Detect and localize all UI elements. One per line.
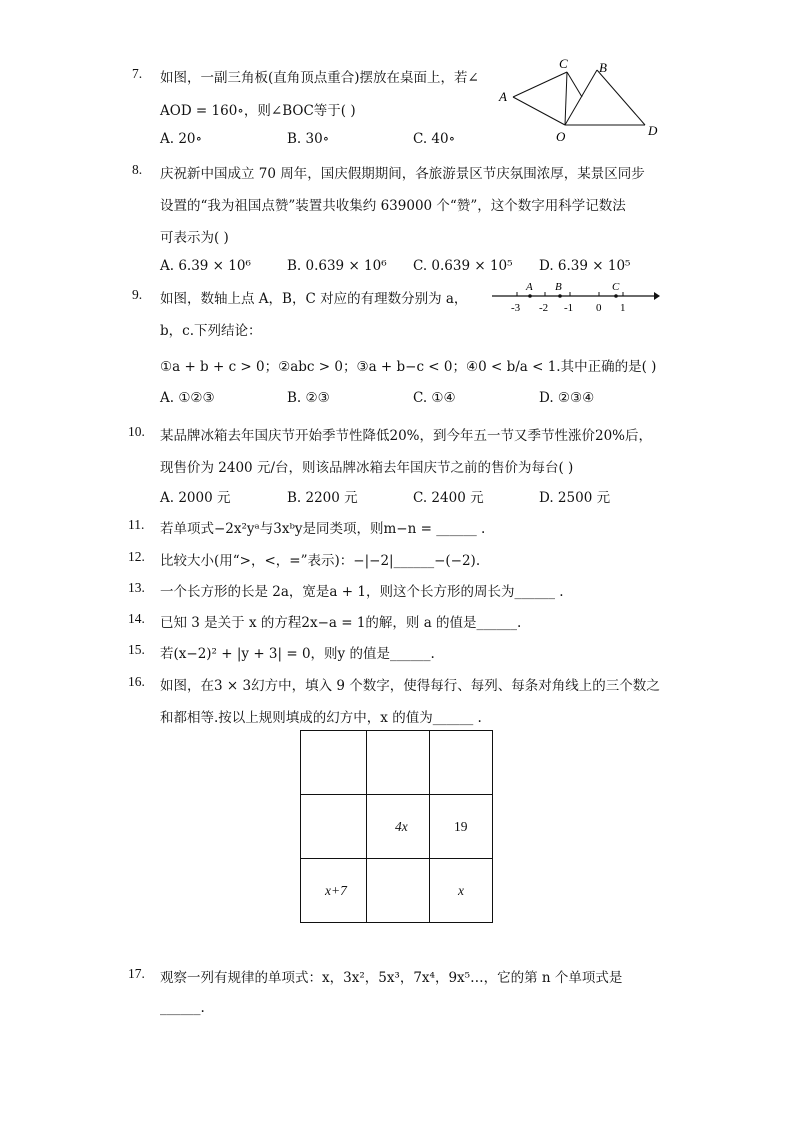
option-b[interactable]: B. 30∘	[287, 131, 330, 147]
tick-label: -2	[539, 302, 549, 314]
magic-cell	[301, 731, 367, 795]
question-text: 现售价为 2400 元/台，则该品牌冰箱去年国庆节之前的售价为每台( )	[160, 460, 574, 476]
magic-row	[301, 859, 493, 923]
question-number: 8.	[132, 162, 143, 177]
question-number: 14.	[128, 611, 145, 626]
tick-label: 1	[620, 302, 626, 314]
question-number: 10.	[128, 424, 145, 439]
question-number: 11.	[128, 517, 145, 532]
question-text: 一个长方形的长是 2a，宽是a + 1，则这个长方形的周长为______ .	[160, 584, 564, 600]
question-text: 某品牌冰箱去年国庆节开始季节性降低20%，到今年五一节又季节性涨价20%后，	[160, 428, 653, 444]
label-o: O	[556, 129, 566, 144]
question-text: 若(x−2)² + |y + 3| = 0，则y 的值是______.	[160, 646, 435, 662]
magic-cell: 19	[430, 795, 493, 859]
question-text: 若单项式−2x²yᵃ与3xᵇy是同类项，则m−n = ______ .	[160, 521, 486, 537]
magic-cell: x	[430, 859, 493, 923]
magic-cell	[367, 859, 430, 923]
magic-square	[300, 730, 493, 923]
option-b[interactable]: B. ②③	[287, 390, 330, 406]
question-text: 庆祝新中国成立 70 周年，国庆假期期间，各旅游景区节庆氛围浓厚，某景区同步	[160, 166, 645, 182]
question-text: 如图，在3 × 3幻方中，填入 9 个数字，使得每行、每列、每条对角线上的三个数之	[160, 678, 660, 694]
option-c[interactable]: C. ①④	[413, 390, 456, 406]
option-a[interactable]: A. ①②③	[160, 390, 215, 406]
tick-label: -3	[511, 302, 521, 314]
triangle-figure	[495, 55, 665, 145]
magic-cell: 4x	[367, 795, 430, 859]
question-text: 可表示为( )	[160, 230, 229, 246]
question-text: 已知 3 是关于 x 的方程2x−a = 1的解，则 a 的值是______.	[160, 615, 522, 631]
question-text: b，c.下列结论：	[160, 323, 262, 339]
magic-cell	[301, 795, 367, 859]
point-b	[558, 294, 562, 298]
point-label-a: A	[526, 281, 533, 293]
option-c[interactable]: C. 40∘	[413, 131, 456, 147]
question-text: AOD = 160∘，则∠BOC等于( )	[160, 103, 356, 119]
number-line	[488, 280, 663, 316]
point-label-b: B	[555, 281, 562, 293]
option-a[interactable]: A. 6.39 × 10⁶	[160, 258, 251, 274]
magic-cell	[430, 731, 493, 795]
tick-label: -1	[564, 302, 574, 314]
question-number: 17.	[128, 966, 145, 981]
option-b[interactable]: B. 0.639 × 10⁶	[287, 258, 387, 274]
question-text: 如图，数轴上点 A，B，C 对应的有理数分别为 a，	[160, 291, 468, 307]
label-a: A	[499, 89, 507, 104]
point-a	[528, 294, 532, 298]
label-d: D	[648, 123, 658, 138]
question-number: 16.	[128, 674, 145, 689]
label-c: C	[559, 56, 568, 71]
question-text: 设置的“我为祖国点赞”装置共收集约 639000 个“赞”，这个数字用科学记数法	[160, 198, 626, 214]
magic-cell: x+7	[301, 859, 367, 923]
option-a[interactable]: A. 2000 元	[160, 490, 231, 506]
question-text: 和都相等.按以上规则填成的幻方中，x 的值为______ .	[160, 710, 482, 726]
question-text: ①a + b + c > 0；②abc > 0；③a + b−c < 0；④0 < b/a < 1.其中正确的是( )	[160, 359, 657, 375]
option-c[interactable]: C. 2400 元	[413, 490, 484, 506]
option-a[interactable]: A. 20∘	[160, 131, 203, 147]
label-b: B	[599, 60, 607, 75]
tick-label: 0	[596, 302, 602, 314]
option-d[interactable]: D. 6.39 × 10⁵	[539, 258, 631, 274]
option-c[interactable]: C. 0.639 × 10⁵	[413, 258, 513, 274]
magic-row	[301, 795, 493, 859]
question-text: 如图，一副三角板(直角顶点重合)摆放在桌面上，若∠	[160, 70, 479, 86]
option-b[interactable]: B. 2200 元	[287, 490, 358, 506]
option-d[interactable]: D. ②③④	[539, 390, 595, 406]
question-number: 15.	[128, 642, 145, 657]
question-number: 12.	[128, 549, 145, 564]
magic-row	[301, 731, 493, 795]
question-text: ______.	[160, 1000, 205, 1016]
magic-cell	[367, 731, 430, 795]
question-number: 7.	[132, 66, 143, 81]
question-text: 观察一列有规律的单项式：x，3x²，5x³，7x⁴，9x⁵…，它的第 n 个单项式是	[160, 970, 623, 986]
arrow-icon	[654, 292, 660, 300]
point-c	[614, 294, 618, 298]
option-d[interactable]: D. 2500 元	[539, 490, 611, 506]
question-text: 比较大小(用“>，<，=”表示)：−|−2|______−(−2).	[160, 553, 481, 569]
question-number: 9.	[132, 287, 143, 302]
point-label-c: C	[612, 281, 620, 293]
question-number: 13.	[128, 580, 145, 595]
